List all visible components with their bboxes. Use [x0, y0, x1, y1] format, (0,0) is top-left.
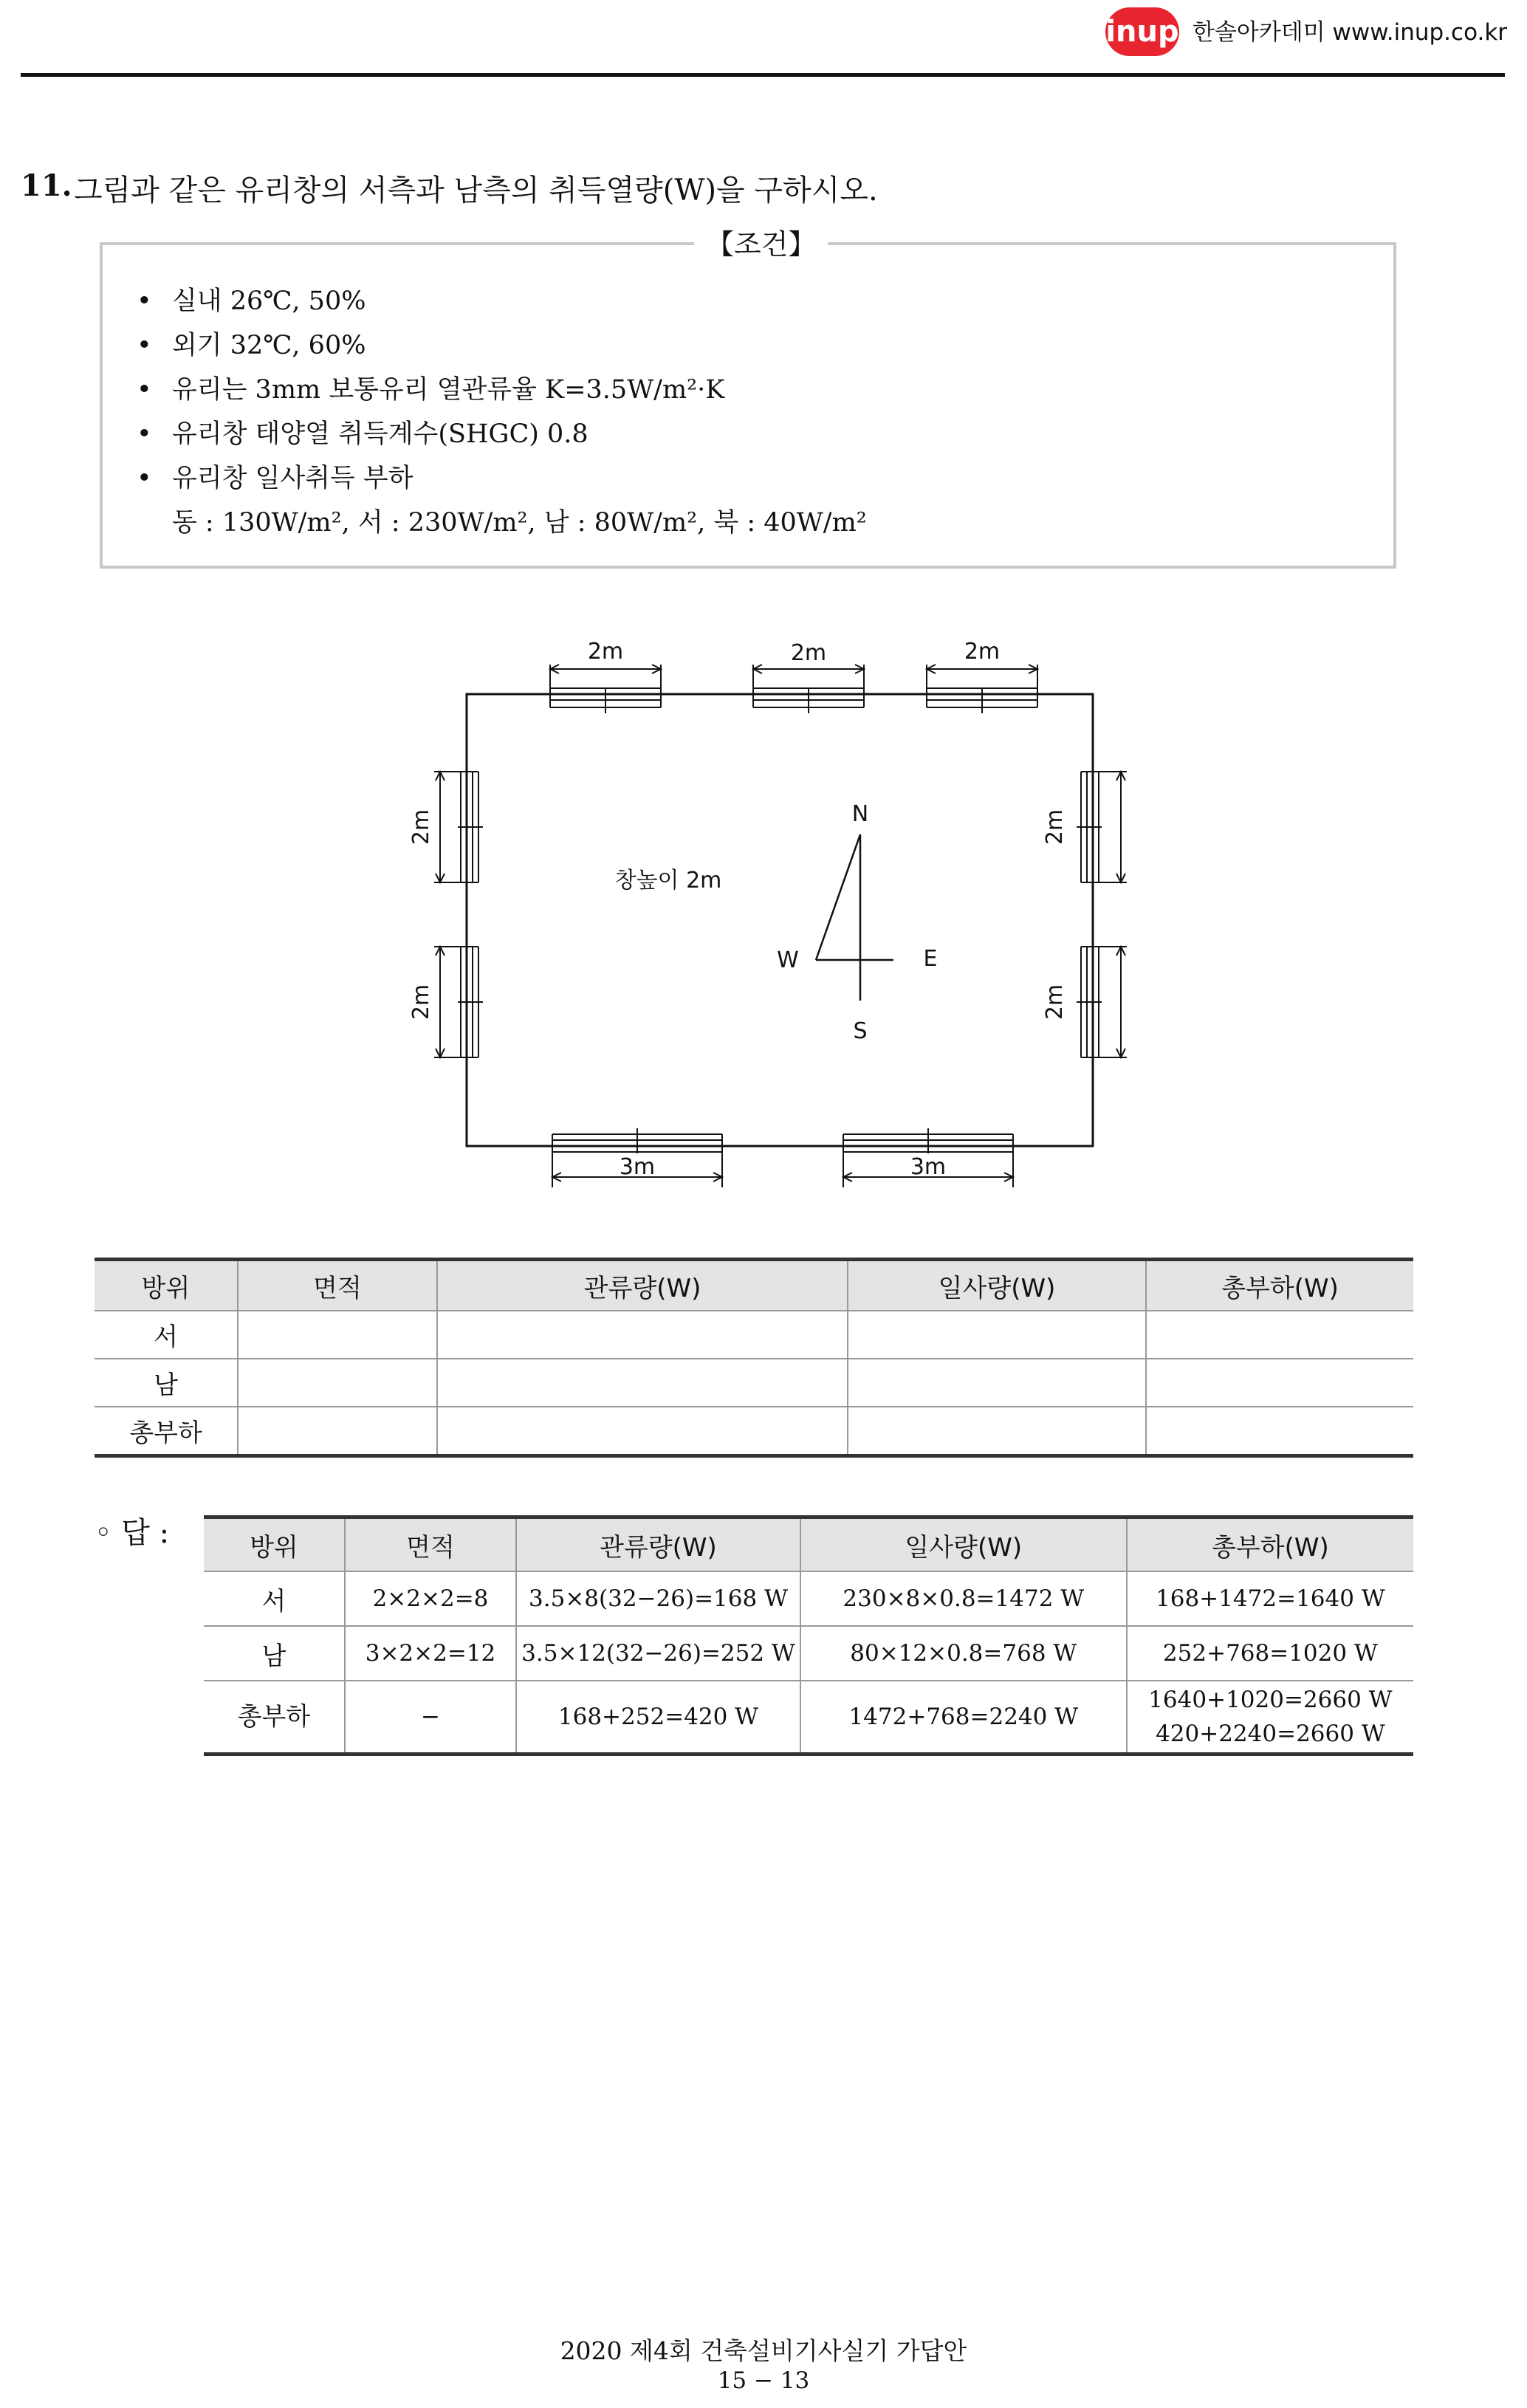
header-solar: 일사량(W) [848, 1260, 1146, 1311]
table-row [95, 1359, 1413, 1407]
blank-cell [238, 1359, 437, 1407]
top-dimension-lines [550, 665, 1037, 707]
blank-cell [437, 1311, 848, 1359]
page-number: 15 − 13 [717, 2367, 810, 2394]
total-cell [1127, 1681, 1413, 1754]
header-area: 면적 [238, 1260, 437, 1311]
bottom-windows [552, 1128, 1013, 1153]
solar-load-values: 동 : 130W/m², 서 : 230W/m², 남 : 80W/m², 북 : 40W/m² [172, 508, 867, 538]
table-row [95, 1407, 1413, 1456]
question-text: 그림과 같은 유리창의 서측과 남측의 취득열량(W)을 구하시오. [74, 174, 878, 207]
solar-cell: 1472+768=2240 W [800, 1681, 1127, 1754]
header-total: 총부하(W) [1127, 1517, 1413, 1572]
top-dim-label: 2m [587, 639, 624, 665]
solar-cell: 80×12×0.8=768 W [800, 1626, 1127, 1681]
header-direction: 방위 [95, 1260, 238, 1311]
right-windows [1077, 772, 1102, 1057]
top-windows [550, 688, 1037, 713]
condition-item: • 실내 26℃, 50% [137, 287, 366, 316]
total-cell: 252+768=1020 W [1127, 1626, 1413, 1681]
conduction-cell: 3.5×12(32−26)=252 W [516, 1626, 800, 1681]
conduction-cell: 168+252=420 W [516, 1681, 800, 1754]
row-direction: 총부하 [95, 1407, 238, 1456]
table-row [204, 1681, 1413, 1754]
total-line: 1640+1020=2660 W [1148, 1687, 1393, 1713]
left-dim-label: 2m [408, 809, 434, 845]
footer-title: 2020 제4회 건축설비기사실기 가답안 [560, 2336, 967, 2365]
total-cell: 168+1472=1640 W [1127, 1571, 1413, 1626]
blank-answer-table [95, 1258, 1413, 1458]
blank-cell [1146, 1407, 1413, 1456]
top-dim-label: 2m [964, 639, 1001, 665]
bottom-dim-label: 3m [619, 1154, 656, 1180]
table-row [95, 1311, 1413, 1359]
blank-cell [1146, 1311, 1413, 1359]
right-dim-label: 2m [1042, 809, 1068, 845]
header-conduction: 관류량(W) [516, 1517, 800, 1572]
blank-cell [1146, 1359, 1413, 1407]
table-header-row [95, 1260, 1413, 1311]
bottom-dim-label: 3m [910, 1154, 947, 1180]
header-divider [21, 73, 1505, 77]
window-height-label: 창높이 2m [614, 868, 722, 893]
blank-cell [848, 1311, 1146, 1359]
compass-south: S [853, 1018, 868, 1044]
answer-label: ◦ 답 : [95, 1516, 170, 1550]
question-number: 11. [21, 168, 72, 203]
header-conduction: 관류량(W) [437, 1260, 848, 1311]
header-direction: 방위 [204, 1517, 345, 1572]
left-windows [458, 772, 483, 1057]
blank-cell [848, 1407, 1146, 1456]
compass-east: E [923, 946, 938, 972]
condition-item: • 유리는 3mm 보통유리 열관류율 K=3.5W/m²·K [137, 375, 725, 405]
inup-logo: inup [1105, 7, 1179, 56]
conduction-cell: 3.5×8(32−26)=168 W [516, 1571, 800, 1626]
blank-cell [238, 1407, 437, 1456]
header-total: 총부하(W) [1146, 1260, 1413, 1311]
compass-north: N [851, 801, 869, 827]
total-line: 420+2240=2660 W [1156, 1721, 1385, 1747]
blank-cell [238, 1311, 437, 1359]
conditions-list [137, 279, 867, 545]
table-row [204, 1571, 1413, 1626]
answer-table [204, 1515, 1413, 1756]
right-dimension-lines [1081, 772, 1127, 1057]
right-dim-label: 2m [1042, 984, 1068, 1021]
row-direction: 서 [95, 1311, 238, 1359]
top-dim-label: 2m [790, 640, 827, 666]
room-outline [467, 694, 1093, 1146]
row-direction: 총부하 [204, 1681, 345, 1754]
compass-west: W [777, 947, 799, 973]
solar-cell: 230×8×0.8=1472 W [800, 1571, 1127, 1626]
conditions-title: 【조건】 [694, 222, 828, 262]
window-plan-diagram [384, 628, 1152, 1204]
left-dim-label: 2m [408, 984, 434, 1021]
row-direction: 남 [204, 1626, 345, 1681]
blank-cell [437, 1359, 848, 1407]
row-direction: 남 [95, 1359, 238, 1407]
area-cell: 3×2×2=12 [345, 1626, 516, 1681]
blank-cell [848, 1359, 1146, 1407]
row-direction: 서 [204, 1571, 345, 1626]
table-row [204, 1626, 1413, 1681]
header-solar: 일사량(W) [800, 1517, 1127, 1572]
blank-cell [437, 1407, 848, 1456]
table-header-row [204, 1517, 1413, 1572]
compass-icon [816, 834, 893, 1001]
condition-item: • 유리창 일사취득 부하 [137, 464, 414, 493]
header-site-text: 한솔아카데미 www.inup.co.kr [1193, 19, 1508, 46]
area-cell: 2×2×2=8 [345, 1571, 516, 1626]
area-cell: − [345, 1681, 516, 1754]
header-area: 면적 [345, 1517, 516, 1572]
condition-item: • 유리창 태양열 취득계수(SHGC) 0.8 [137, 419, 589, 449]
condition-item: • 외기 32℃, 60% [137, 331, 366, 360]
